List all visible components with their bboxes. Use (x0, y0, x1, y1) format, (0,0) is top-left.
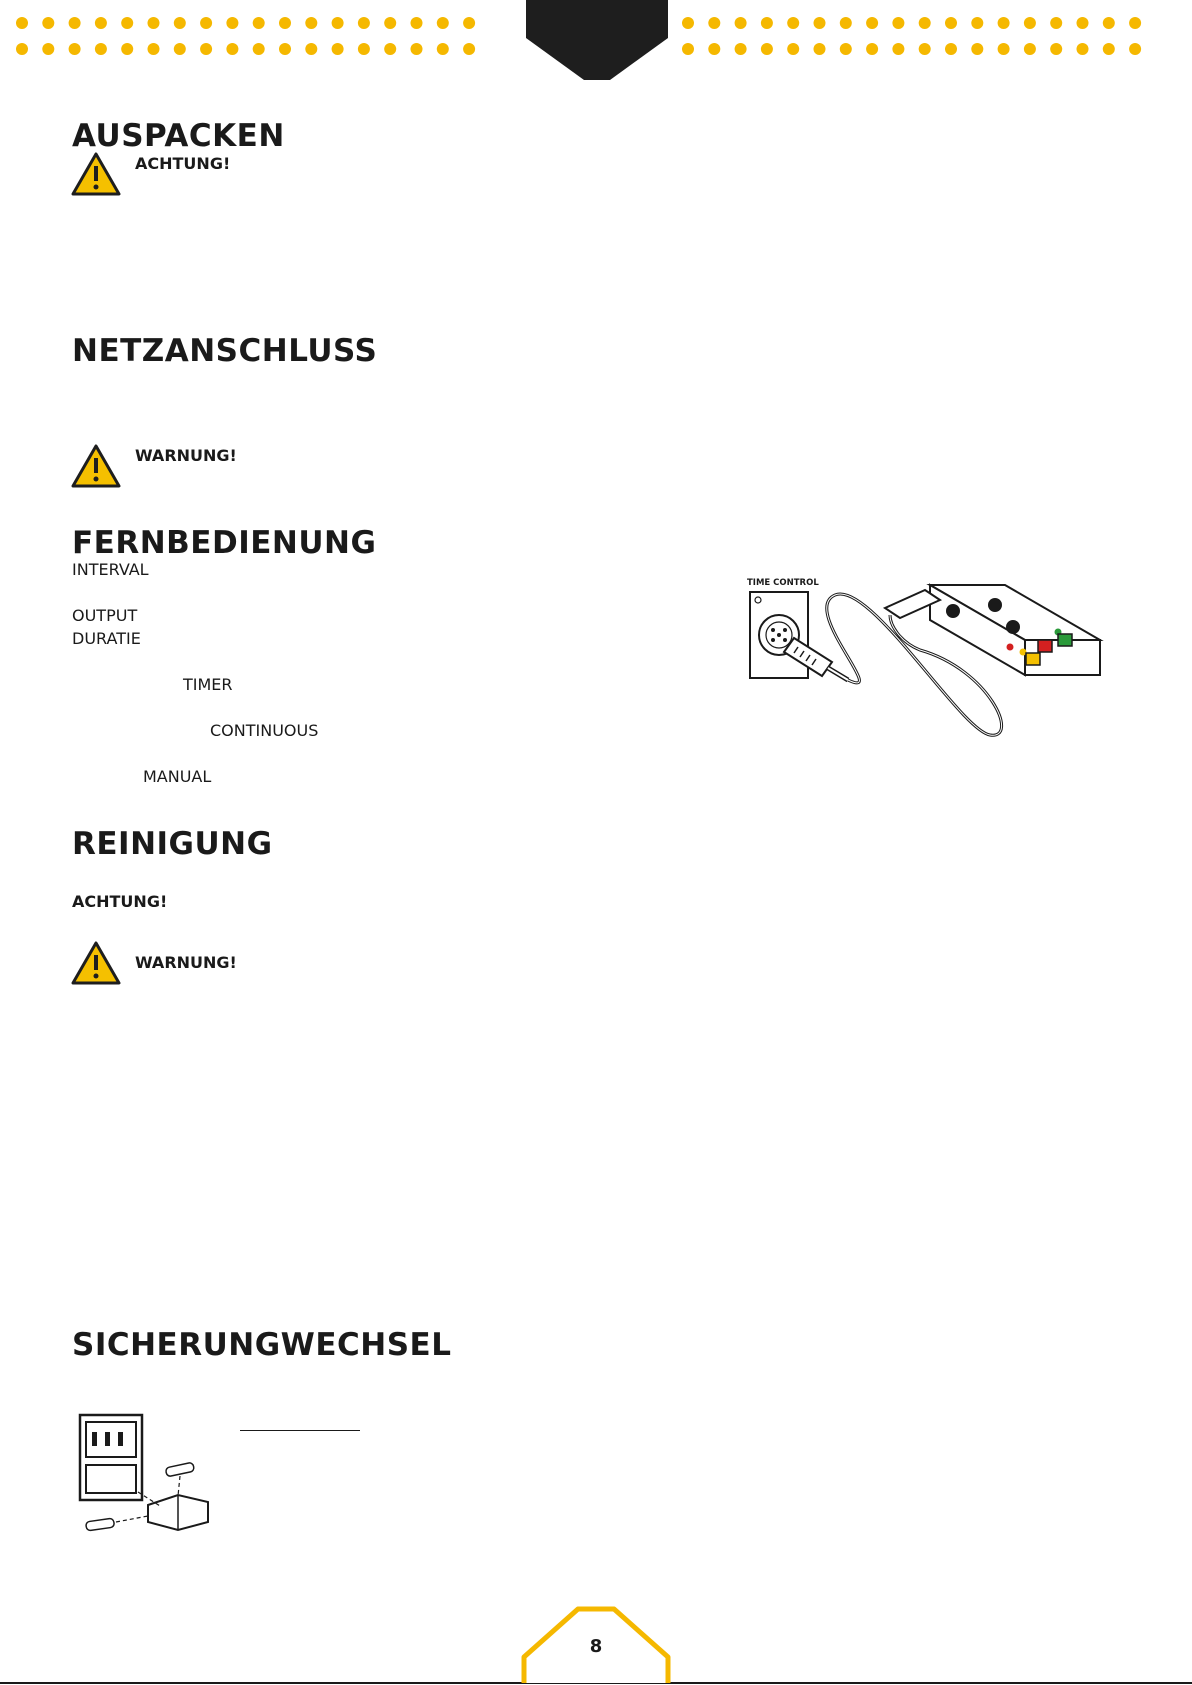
section-title-netzanschluss: NETZANSCHLUSS (72, 333, 378, 369)
header-dot (761, 17, 773, 29)
header-dot (945, 43, 957, 55)
header-dot (1077, 43, 1089, 55)
header-dot (411, 43, 423, 55)
header-dot (384, 43, 396, 55)
header-dot (358, 17, 370, 29)
header-dot (998, 17, 1010, 29)
page-number: 8 (589, 1636, 603, 1657)
header-dot (437, 17, 449, 29)
header-dot (200, 17, 212, 29)
header-dot (1077, 17, 1089, 29)
header-dot (148, 43, 160, 55)
header-dot (174, 17, 186, 29)
item-manual: MANUAL (143, 767, 212, 786)
section-title-sicherungwechsel: SICHERUNGWECHSEL (72, 1327, 452, 1363)
header-dot (95, 17, 107, 29)
header-dot (437, 43, 449, 55)
time-control-label: TIME CONTROL (747, 578, 819, 588)
header-dot (787, 43, 799, 55)
header-dot (866, 17, 878, 29)
header-dot (787, 17, 799, 29)
header-dot (761, 43, 773, 55)
item-duratie: DURATIE (72, 629, 141, 648)
header-dot (253, 43, 265, 55)
header-dot (226, 17, 238, 29)
header-dot (1129, 43, 1141, 55)
section-title-fernbedienung: FERNBEDIENUNG (72, 525, 377, 561)
header-dot (708, 43, 720, 55)
header-dot (866, 43, 878, 55)
header-dot (279, 43, 291, 55)
header-dot (1050, 43, 1062, 55)
header-dot (279, 17, 291, 29)
item-timer: TIMER (183, 675, 233, 694)
header-dot (682, 43, 694, 55)
header-dot (708, 17, 720, 29)
header-dot (332, 43, 344, 55)
header-dot (305, 43, 317, 55)
header-dot (200, 43, 212, 55)
header-dot (998, 43, 1010, 55)
header-dot (892, 43, 904, 55)
reinigung-warnung-label: WARNUNG! (135, 953, 237, 972)
auspacken-achtung-label: ACHTUNG! (135, 154, 231, 173)
reinigung-achtung-label: ACHTUNG! (72, 892, 168, 911)
header-pentagon-shape (526, 0, 668, 80)
header-dot (840, 17, 852, 29)
underline-rule (240, 1430, 360, 1431)
fuse (86, 1518, 115, 1531)
header-dot (682, 17, 694, 29)
header-dot (95, 43, 107, 55)
header-dot (1129, 17, 1141, 29)
header-dot (226, 43, 238, 55)
button-red (1038, 640, 1052, 652)
header-dot (840, 43, 852, 55)
header-dot (1024, 43, 1036, 55)
header-dot (1103, 43, 1115, 55)
header-dot (463, 17, 475, 29)
header-dot (358, 43, 370, 55)
header-dot (919, 43, 931, 55)
warning-triangle-icon (71, 941, 121, 985)
header-dot (919, 17, 931, 29)
header-dot (332, 17, 344, 29)
header-dot-pattern (0, 0, 1192, 80)
header-dot (69, 17, 81, 29)
header-dot (121, 17, 133, 29)
netzanschluss-warnung-label: WARNUNG! (135, 446, 237, 465)
header-dot (16, 17, 28, 29)
header-dot (253, 17, 265, 29)
item-continuous: CONTINUOUS (210, 721, 319, 740)
header-dot (814, 43, 826, 55)
button-green (1058, 634, 1072, 646)
header-dot (814, 17, 826, 29)
knob-interval (946, 604, 960, 618)
button-yellow (1026, 653, 1040, 665)
header-dot (892, 17, 904, 29)
header-dot (384, 17, 396, 29)
warning-triangle-icon (71, 444, 121, 488)
section-title-reinigung: REINIGUNG (72, 826, 273, 862)
knob-duration (1006, 620, 1020, 634)
item-interval: INTERVAL (72, 560, 149, 579)
fuse-replacement-illustration (78, 1410, 218, 1540)
header-dot (971, 17, 983, 29)
timer-remote-illustration (740, 570, 1110, 760)
header-dot (411, 17, 423, 29)
header-dot (121, 43, 133, 55)
header-dot (1024, 17, 1036, 29)
warning-triangle-icon (71, 152, 121, 196)
header-dot (971, 43, 983, 55)
item-output: OUTPUT (72, 606, 138, 625)
header-dot (69, 43, 81, 55)
header-dot (42, 43, 54, 55)
header-dot (463, 43, 475, 55)
header-dot (174, 43, 186, 55)
header-dot (16, 43, 28, 55)
header-dot (945, 17, 957, 29)
header-dot (148, 17, 160, 29)
fuse-drawer-slot (86, 1465, 136, 1493)
knob-output (988, 598, 1002, 612)
header-dot (1050, 17, 1062, 29)
header-dot (735, 17, 747, 29)
led-red (1007, 644, 1014, 651)
header-dot (42, 17, 54, 29)
spare-fuse (165, 1462, 194, 1477)
header-dot (735, 43, 747, 55)
header-dot (305, 17, 317, 29)
section-title-auspacken: AUSPACKEN (72, 118, 285, 154)
header-dot (1103, 17, 1115, 29)
